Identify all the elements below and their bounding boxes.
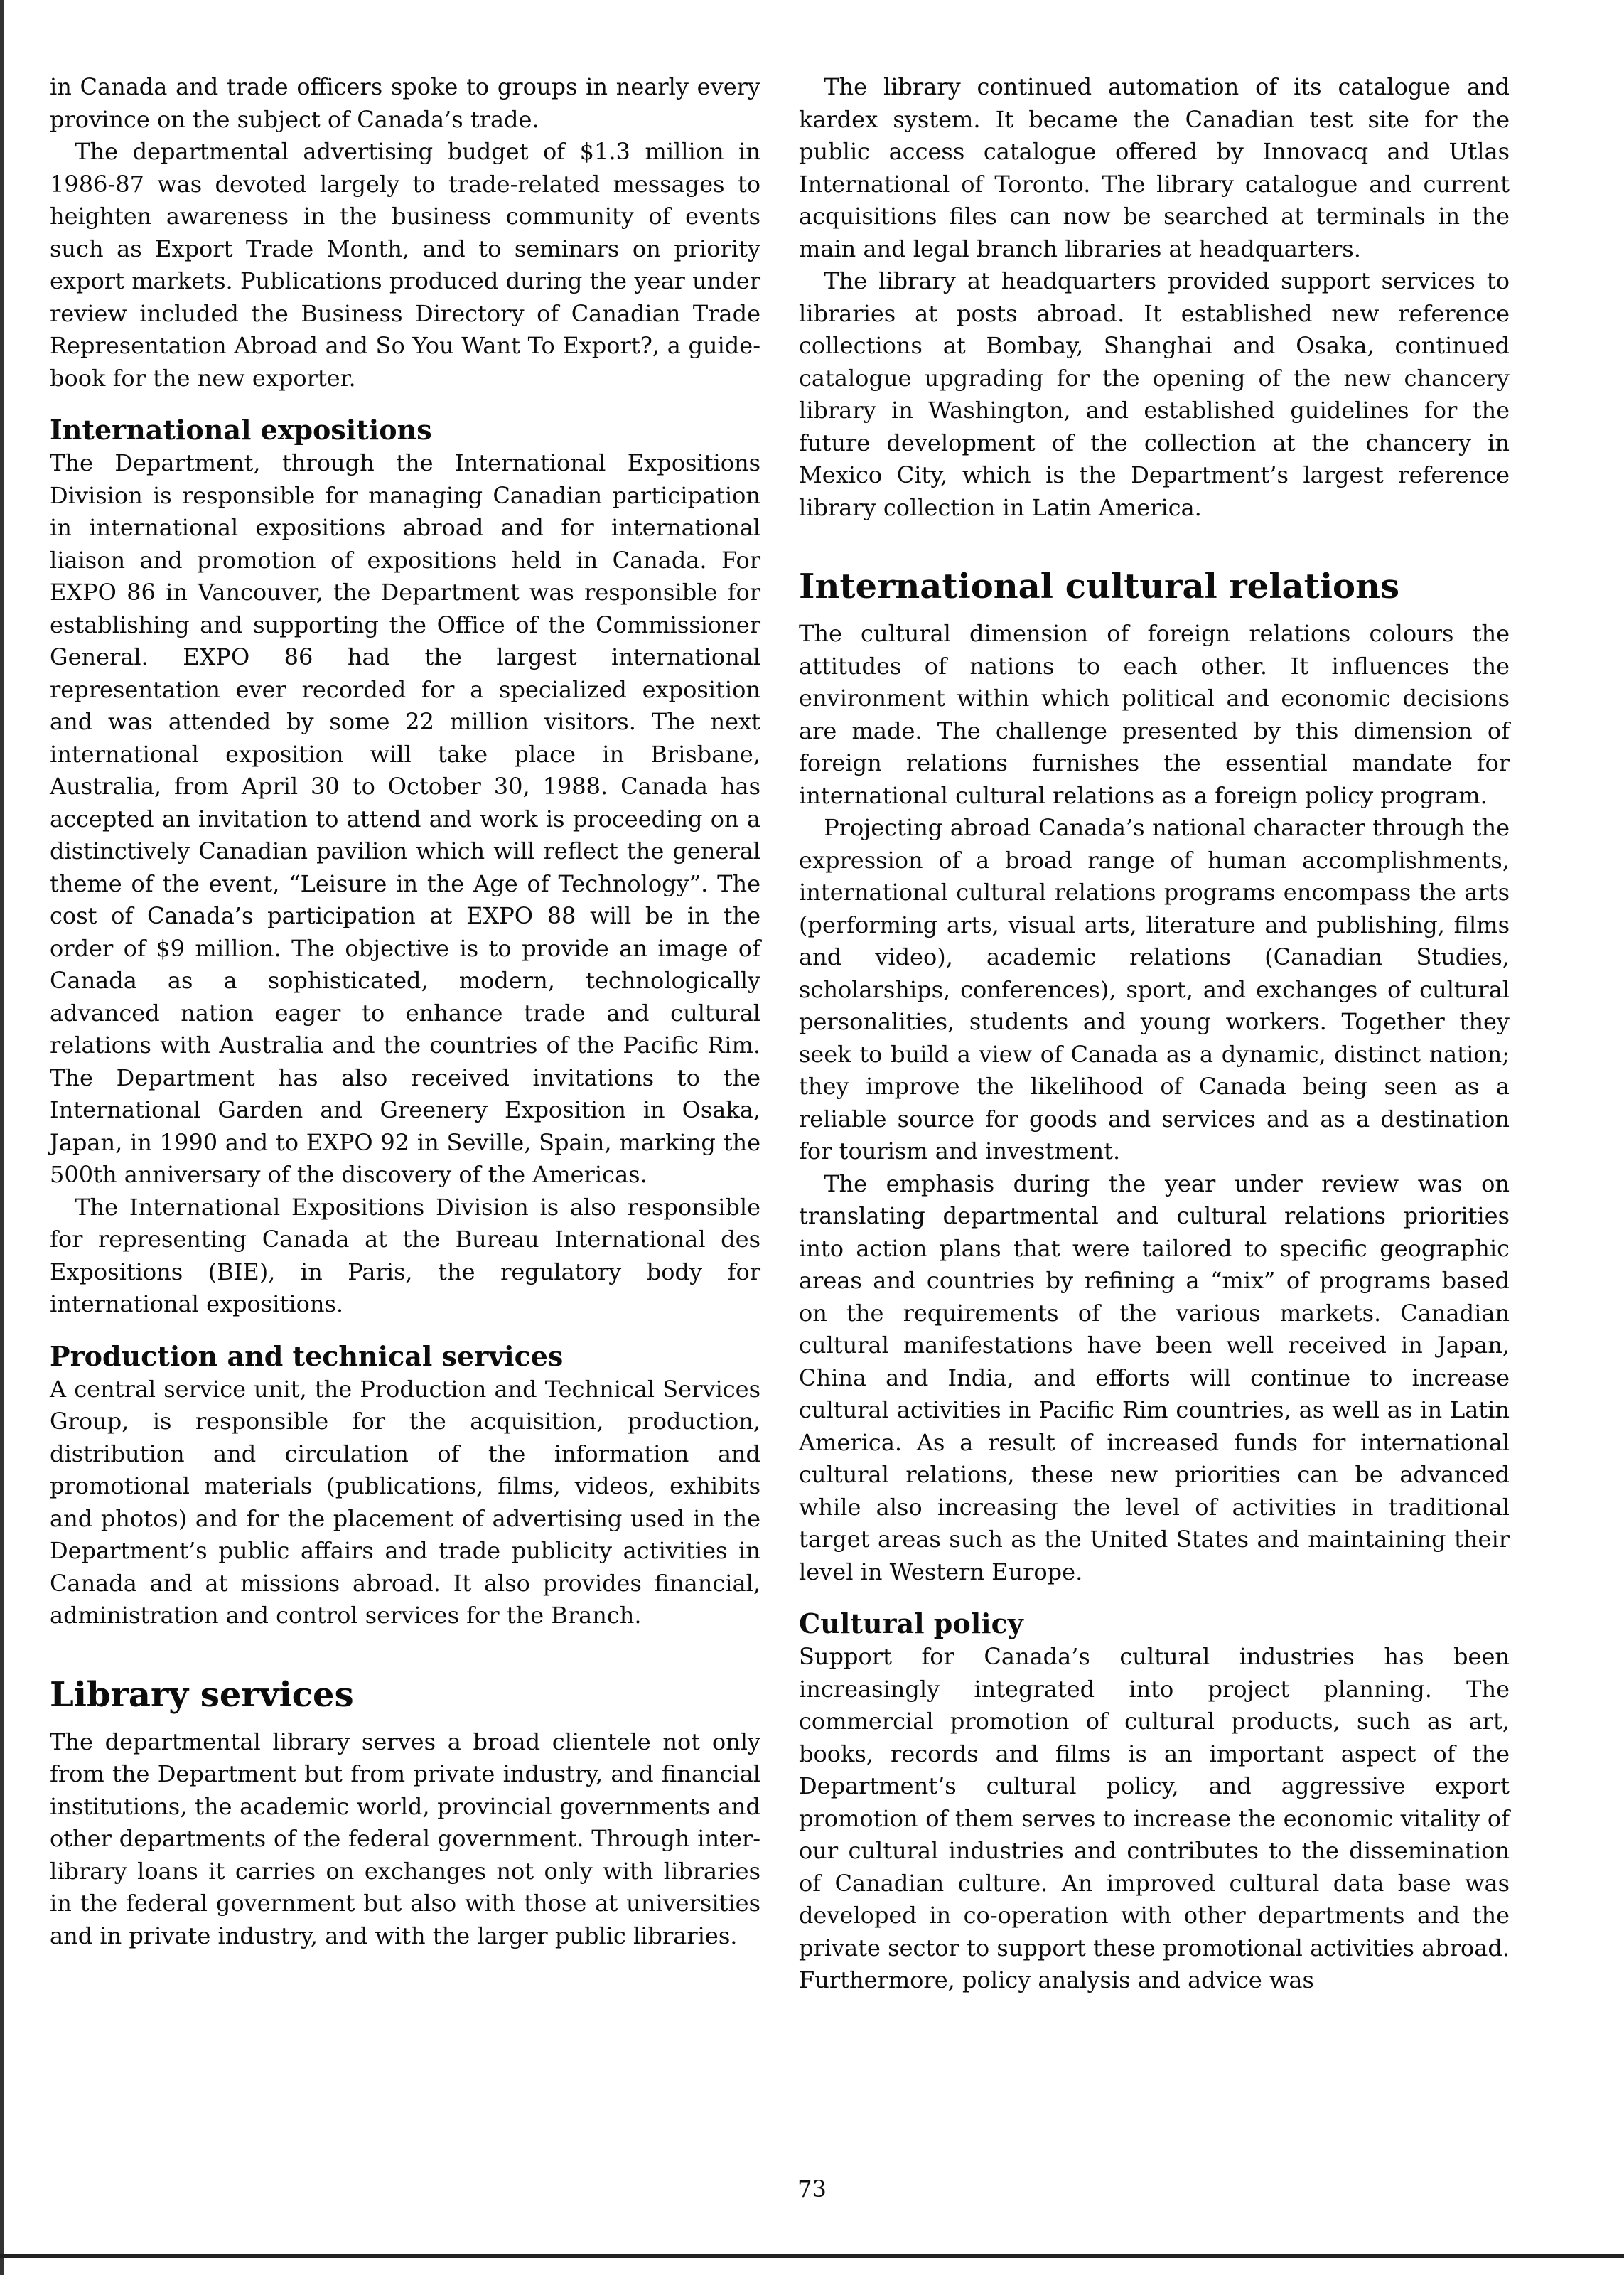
paragraph: Projecting abroad Canada’s national character through the expression of a broad range of human accomplishments, international cultural relations programs encompass the arts (performing arts, visual arts, literature and publishing, films and video), academic relations (Canadian Studies, scholarships, conferences), sport, and exchanges of cultural personalities, students and young workers. Together they seek to build a view of Canada as a dynamic, distinct nation; they improve the likelihood of Canada being seen as a reliable source for goods and services and as a destination for tourism and investment. (799, 814, 1510, 1165)
section-heading: Library services (50, 1674, 354, 1715)
left-column-content (50, 71, 760, 1952)
paragraph: The departmental advertising budget of $1.3 million in 1986-87 was devoted largely to trade-related messages to heighten awareness in the business community of events such as Export Trade Month, and to seminars on priority export markets. Publications produced during the year under review included the Business Directory of Canadian Trade Representation Abroad and So You Want To Export?, a guide-book for the new exporter. (50, 138, 760, 392)
paragraph: The cultural dimension of foreign relations colours the attitudes of nations to each other. It influences the environment within which political and economic decisions are made. The challenge presented by this dimension of foreign relations furnishes the essential mandate for international cultural relations as a foreign policy program. (799, 620, 1510, 809)
paragraph: The departmental library serves a broad clientele not only from the Department but from private industry, and financial institutions, the academic world, provincial governments and other departments of the federal government. Through inter-library loans it carries on exchanges not only with libraries in the federal government but also with those at universities and in private industry, and with the larger public libraries. (50, 1728, 760, 1949)
paragraph: The emphasis during the year under review was on translating departmental and cultural relations priorities into action plans that were tailored to specific geographic areas and countries by refining a “mix” of programs based on the requirements of the various markets. Canadian cultural manifestations have been well received in Japan, China and India, and efforts will continue to increase cultural activities in Pacific Rim countries, as well as in Latin America. As a result of increased funds for international cultural relations, these new priorities can be advanced while also increasing the level of activities in traditional target areas such as the United States and maintaining their level in Western Europe. (799, 1169, 1510, 1585)
paragraph: A central service unit, the Production and Technical Services Group, is responsible for the acquisition, production, distribution and circulation of the information and promotional materials (publications, films, videos, exhibits and photos) and for the placement of advertising used in the Department’s public affairs and trade publicity activities in Canada and at missions abroad. It also provides financial, administration and control services for the Branch. (50, 1375, 760, 1629)
paragraph: The Department, through the International Expositions Division is responsible for managing Canadian participation in international expositions abroad and for international liaison and promotion of expositions held in Canada. For EXPO 86 in Vancouver, the Department was responsible for establishing and supporting the Office of the Commissioner General. EXPO 86 had the largest international representation ever recorded for a specialized exposition and was attended by some 22 million visitors. The next international exposition will take place in Brisbane, Australia, from April 30 to October 30, 1988. Canada has accepted an invitation to attend and work is proceeding on a distinctively Canadian pavilion which will reflect the general theme of the event, “Leisure in the Age of Technology”. The cost of Canada’s participation at EXPO 88 will be in the order of $9 million. The objective is to provide an image of Canada as a sophisticated, modern, technologically advanced nation eager to enhance trade and cultural relations with Australia and the countries of the Pacific Rim. The Department has also received invitations to the International Garden and Greenery Exposition in Osaka, Japan, in 1990 and to EXPO 92 in Seville, Spain, marking the 500th anniversary of the discovery of the Americas. (50, 449, 760, 1188)
page-edge-shadow (0, 0, 4, 2275)
right-column (799, 71, 1510, 1997)
subsection-heading: Cultural policy (799, 1607, 1023, 1639)
left-column (50, 71, 760, 1952)
page-number: 73 (797, 2175, 827, 2202)
paragraph: The International Expositions Division is also responsible for representing Canada at the Bureau International des Expositions (BIE), in Paris, the regulatory body for international expositions. (50, 1193, 760, 1317)
right-column-content (799, 71, 1510, 1997)
bottom-rule (0, 2254, 1624, 2258)
subsection-heading: Production and technical services (50, 1339, 564, 1372)
paragraph: The library continued automation of its catalogue and kardex system. It became the Canadian test site for the public access catalogue offered by Innovacq and Utlas International of Toronto. The library catalogue and current acquisitions files can now be searched at terminals in the main and legal branch libraries at headquarters. (799, 73, 1510, 262)
paragraph: The library at headquarters provided support services to libraries at posts abroad. It established new reference collections at Bombay, Shanghai and Osaka, continued catalogue upgrading for the opening of the new chancery library in Washington, and established guidelines for the future development of the collection at the chancery in Mexico City, which is the Department’s largest reference library collection in Latin America. (799, 267, 1510, 521)
subsection-heading: International expositions (50, 414, 432, 446)
paragraph: in Canada and trade officers spoke to groups in nearly every province on the subject of Canada’s trade. (50, 73, 760, 133)
section-heading: International cultural relations (799, 567, 1399, 606)
paragraph: Support for Canada’s cultural industries has been increasingly integrated into project planning. The commercial promotion of cultural products, such as art, books, records and films is an important aspect of the Department’s cultural policy, and aggressive export promotion of them serves to increase the economic vitality of our cultural industries and contributes to the dissemination of Canadian culture. An improved cultural data base was developed in co-operation with other departments and the private sector to support these promotional activities abroad. Furthermore, policy analysis and advice was (799, 1643, 1510, 1993)
